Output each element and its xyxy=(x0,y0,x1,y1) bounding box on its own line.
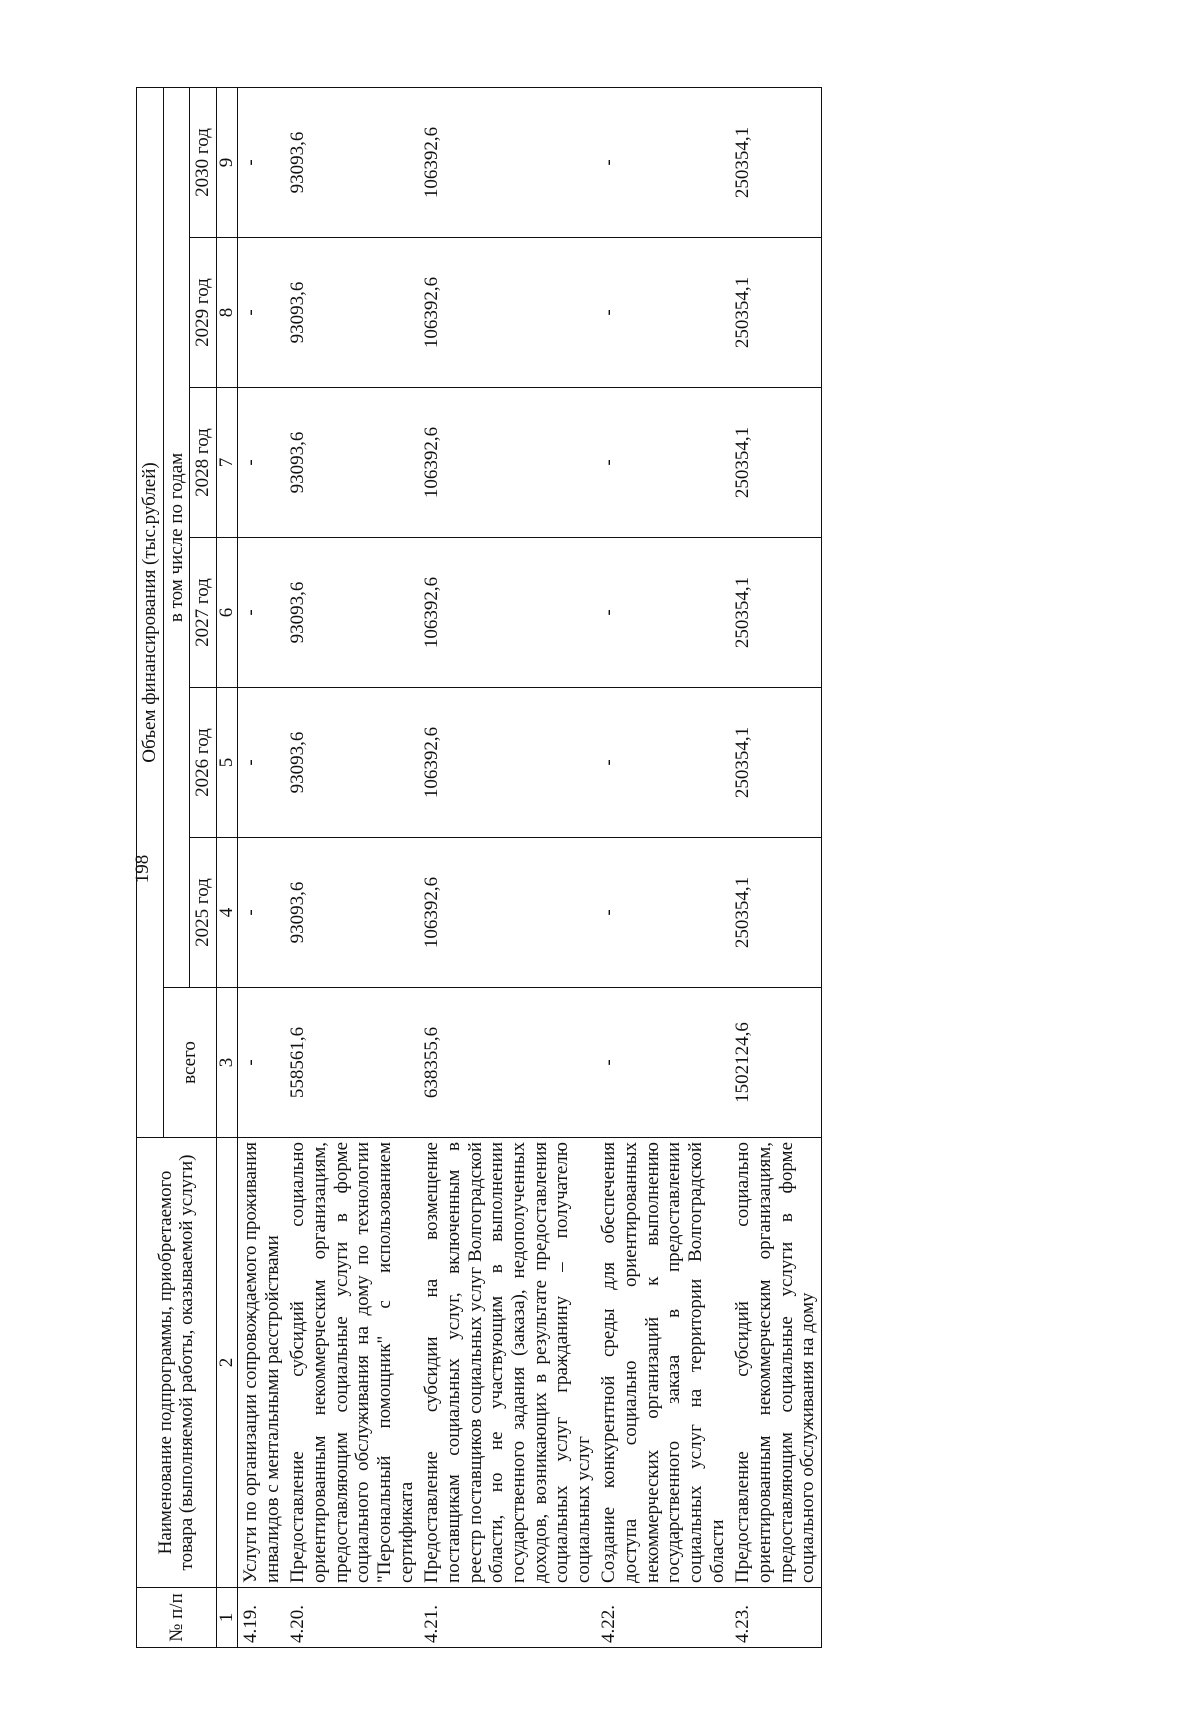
row-2025: 106392,6 xyxy=(419,838,596,988)
row-2025: - xyxy=(596,838,730,988)
header-year-2030: 2030 год xyxy=(190,87,217,237)
header-number: № п/п xyxy=(137,1588,217,1648)
row-2028: - xyxy=(596,388,730,538)
row-2030: 106392,6 xyxy=(419,87,596,237)
row-2029: 93093,6 xyxy=(285,238,419,388)
row-name: Предоставление субсидии на возмещение поставщикам социальных услуг, включенным в реестр поставщиков социальных услуг Волгоградской области, но не участвующим в выполнении государственного задания (заказа), недополученных доходов, возникающих в результате предоставления социальных услуг гражданину – получателю социальных услуг xyxy=(419,1138,596,1588)
financing-table xyxy=(136,87,822,1648)
row-2027: - xyxy=(596,538,730,688)
row-2030: 93093,6 xyxy=(285,87,419,237)
row-2028: 250354,1 xyxy=(730,388,821,538)
row-2025: 250354,1 xyxy=(730,838,821,988)
column-index-6: 6 xyxy=(216,538,237,688)
row-number: 4.22. xyxy=(596,1588,730,1648)
column-index-8: 8 xyxy=(216,238,237,388)
row-2026: 106392,6 xyxy=(419,688,596,838)
table-row xyxy=(730,87,821,1647)
header-year-2027: 2027 год xyxy=(190,538,217,688)
row-2028: 106392,6 xyxy=(419,388,596,538)
row-2027: 106392,6 xyxy=(419,538,596,688)
table-row xyxy=(596,87,730,1647)
row-2028: - xyxy=(237,388,285,538)
row-name: Предоставление субсидий социально ориентированным некоммерческим организациям, предоставляющим социальные услуги в форме социального обслуживания на дому xyxy=(730,1138,821,1588)
column-index-4: 4 xyxy=(216,838,237,988)
page-number: 198 xyxy=(132,854,153,884)
column-index-9: 9 xyxy=(216,87,237,237)
row-2029: 250354,1 xyxy=(730,238,821,388)
row-2027: - xyxy=(237,538,285,688)
row-number: 4.19. xyxy=(237,1588,285,1648)
row-name: Предоставление субсидий социально ориентированным некоммерческим организациям, предоставляющим социальные услуги в форме социального обслуживания на дому по технологии "Персональный помощник" с использованием сертификата xyxy=(285,1138,419,1588)
row-2027: 250354,1 xyxy=(730,538,821,688)
row-2030: - xyxy=(596,87,730,237)
header-year-2025: 2025 год xyxy=(190,838,217,988)
row-total: 558561,6 xyxy=(285,988,419,1138)
rotated-page-content xyxy=(136,88,1178,1648)
row-total: 1502124,6 xyxy=(730,988,821,1138)
row-2029: - xyxy=(237,238,285,388)
row-2026: - xyxy=(596,688,730,838)
row-2026: - xyxy=(237,688,285,838)
header-by-years: в том числе по годам xyxy=(163,87,190,987)
row-2025: - xyxy=(237,838,285,988)
row-2028: 93093,6 xyxy=(285,388,419,538)
header-year-2028: 2028 год xyxy=(190,388,217,538)
header-total: всего xyxy=(163,988,216,1138)
row-number: 4.21. xyxy=(419,1588,596,1648)
row-2029: - xyxy=(596,238,730,388)
row-number: 4.23. xyxy=(730,1588,821,1648)
row-total: - xyxy=(596,988,730,1138)
row-2029: 106392,6 xyxy=(419,238,596,388)
table-row xyxy=(285,87,419,1647)
row-2027: 93093,6 xyxy=(285,538,419,688)
header-year-2029: 2029 год xyxy=(190,238,217,388)
column-index-2: 2 xyxy=(216,1138,237,1588)
column-index-5: 5 xyxy=(216,688,237,838)
column-index-1: 1 xyxy=(216,1588,237,1648)
row-2030: - xyxy=(237,87,285,237)
header-financing: Объем финансирования (тыс.рублей) xyxy=(137,87,164,1137)
row-2025: 93093,6 xyxy=(285,838,419,988)
row-2026: 250354,1 xyxy=(730,688,821,838)
row-name: Создание конкурентной среды для обеспечения доступа социально ориентированных некоммерческих организаций к выполнению государственного заказа в предоставлении социальных услуг на территории Волгоградской области xyxy=(596,1138,730,1588)
table-row xyxy=(419,87,596,1647)
header-name: Наименование подпрограммы, приобретаемого товара (выполняемой работы, оказываемой услуги) xyxy=(137,1138,217,1588)
header-year-2026: 2026 год xyxy=(190,688,217,838)
row-total: 638355,6 xyxy=(419,988,596,1138)
row-number: 4.20. xyxy=(285,1588,419,1648)
column-index-3: 3 xyxy=(216,988,237,1138)
column-index-7: 7 xyxy=(216,388,237,538)
row-2026: 93093,6 xyxy=(285,688,419,838)
row-total: - xyxy=(237,988,285,1138)
row-2030: 250354,1 xyxy=(730,87,821,237)
table-row xyxy=(237,87,285,1647)
row-name: Услуги по организации сопровождаемого проживания инвалидов с ментальными расстройствами xyxy=(237,1138,285,1588)
